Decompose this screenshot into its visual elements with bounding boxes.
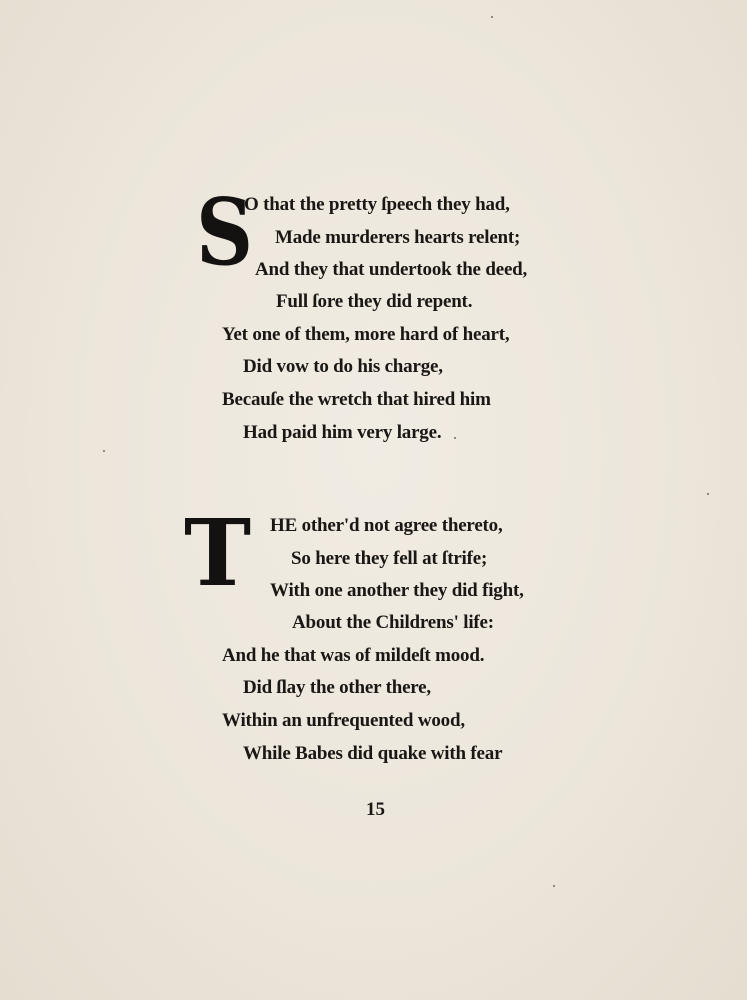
poem-line: Within an unfrequented wood, [222,710,465,731]
poem-line: O that the pretty ſpeech they had, [244,194,510,215]
page-number: 15 [366,799,385,820]
poem-line: About the Childrens' life: [292,612,494,633]
paper-speck [491,16,493,18]
poem-line: With one another they did fight, [270,580,524,601]
poem-line: Full ſore they did repent. [276,291,473,312]
poem-line: So here they fell at ſtrife; [291,548,488,569]
poem-line: Made murderers hearts relent; [275,227,521,248]
poem-line: Had paid him very large. [243,422,442,443]
poem-line: While Babes did quake with fear [243,743,503,764]
paper-speck [454,437,456,439]
poem-line: Did ſlay the other there, [243,677,431,698]
poem-line: Did vow to do his charge, [243,356,443,377]
poem-line: And they that undertook the deed, [255,259,528,280]
paper-speck [707,493,709,495]
poem-line: Yet one of them, more hard of heart, [222,324,510,345]
poem-line: Becauſe the wretch that hired him [222,389,491,410]
poem-line: HE other'd not agree thereto, [270,515,503,536]
drop-cap-t: T [184,499,252,607]
drop-cap-s: S [196,178,254,286]
paper-speck [553,885,555,887]
poem-line: And he that was of mildeſt mood. [222,645,485,666]
paper-speck [103,450,105,452]
